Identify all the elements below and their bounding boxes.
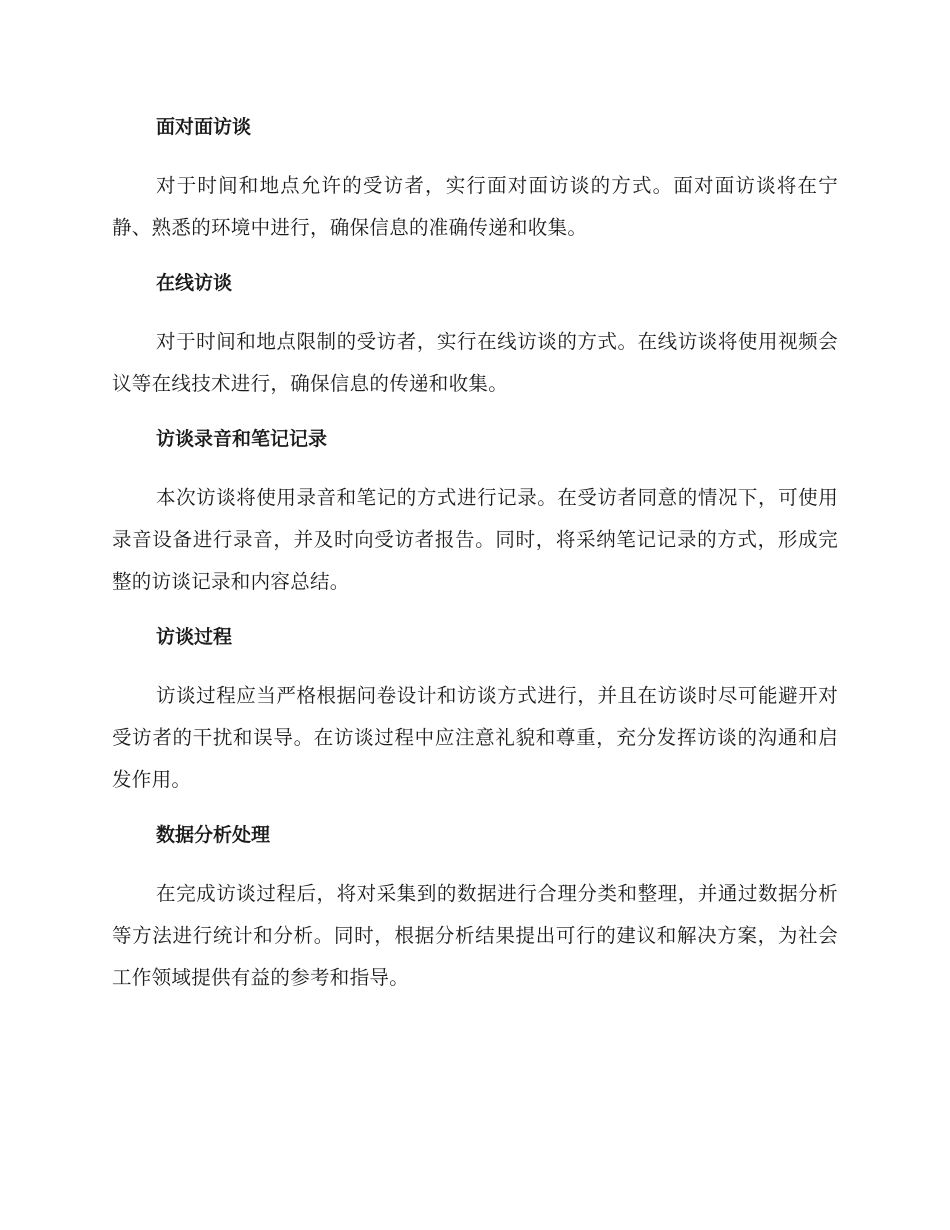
section-heading-analysis: 数据分析处理	[156, 824, 271, 846]
section-body-recording: 本次访谈将使用录音和笔记的方式进行记录。在受访者同意的情况下，可使用录音设备进行录音，并及时向受访者报告。同时，将采纳笔记记录的方式，形成完整的访谈记录和内容总结。	[112, 486, 838, 593]
section-heading-face-to-face: 面对面访谈	[156, 116, 252, 138]
section-body-process: 访谈过程应当严格根据问卷设计和访谈方式进行，并且在访谈时尽可能避开对受访者的干扰和误导。在访谈过程中应注意礼貌和尊重，充分发挥访谈的沟通和启发作用。	[112, 684, 838, 791]
section-heading-process: 访谈过程	[156, 626, 233, 648]
section-body-analysis: 在完成访谈过程后，将对采集到的数据进行合理分类和整理，并通过数据分析等方法进行统计和分析。同时，根据分析结果提出可行的建议和解决方案，为社会工作领域提供有益的参考和指导。	[112, 882, 838, 989]
section-heading-online: 在线访谈	[156, 272, 233, 294]
section-heading-recording: 访谈录音和笔记记录	[156, 428, 328, 450]
section-body-online: 对于时间和地点限制的受访者，实行在线访谈的方式。在线访谈将使用视频会议等在线技术进行，确保信息的传递和收集。	[112, 330, 838, 395]
section-body-face-to-face: 对于时间和地点允许的受访者，实行面对面访谈的方式。面对面访谈将在宁静、熟悉的环境中进行，确保信息的准确传递和收集。	[112, 174, 838, 239]
